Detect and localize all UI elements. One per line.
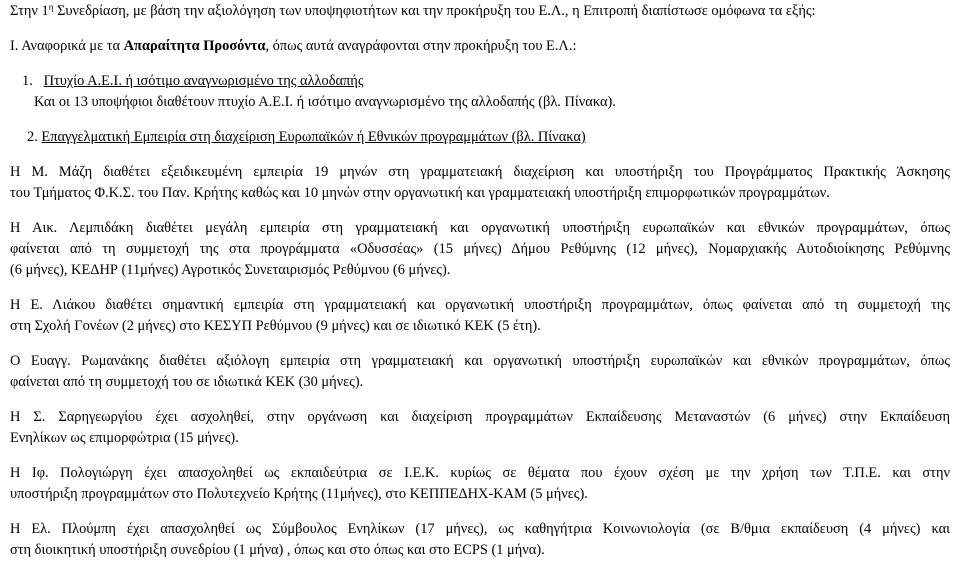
- section-heading: [10, 37, 576, 55]
- paragraph-5-line-1-text: Η Σ. Σαρηγεωργίου έχει ασχοληθεί, στην οργάνωση και διαχείριση προγραμμάτων Εκπαίδευσης Μεταναστών (6 μήνες) στην Εκπαίδευση: [10, 409, 950, 425]
- paragraph-2-line-2-text: φαίνεται από τη συμμετοχή της στα προγράμματα «Οδυσσέας» (15 μήνες) Δήμου Ρεθύμνης (12 μήνες), Νομαρχιακής Αυτοδιοίκησης Ρεθύμνης: [10, 241, 950, 257]
- paragraph-2-line-1-text: Η Αικ. Λεμπιδάκη διαθέτει μεγάλη εμπειρία στη γραμματειακή και οργανωτική υποστήριξη ευρωπαϊκών και εθνικών προγραμμάτων, όπως: [10, 220, 950, 236]
- item-2-number: 2.: [27, 129, 38, 145]
- paragraph-6-line-1: [10, 464, 950, 482]
- item-1-number: 1.: [22, 73, 33, 89]
- paragraph-2-line-1: [10, 219, 950, 237]
- item-2-title: Επαγγελματική Εμπειρία στη διαχείριση Ευρωπαϊκών ή Εθνικών προγραμμάτων (βλ. Πίνακα): [41, 129, 586, 145]
- item-1-text: Και οι 13 υποψήφιοι διαθέτουν πτυχίο Α.Ε.Ι. ή ισότιμο αναγνωρισμένο της αλλοδαπής (βλ. Πίνακα).: [34, 94, 616, 110]
- item-1-heading: [22, 72, 364, 90]
- paragraph-1-line-2: του Τμήματος Φ.Κ.Σ. του Παν. Κρήτης καθώς και 10 μηνών στην οργανωτική και γραμματειακή υποστήριξη επιμορφωτικών προγραμμάτων.: [10, 185, 830, 201]
- item-1-title: Πτυχίο Α.Ε.Ι. ή ισότιμο αναγνωρισμένο της αλλοδαπής: [43, 73, 364, 89]
- paragraph-4-line-2: φαίνεται από τη συμμετοχή του σε ιδιωτικά ΚΕΚ (30 μήνες).: [10, 374, 364, 390]
- paragraph-2-line-3: (6 μήνες), ΚΕΔΗΡ (11μήνες) Αγροτικός Συνεταιρισμός Ρεθύμνου (6 μήνες).: [10, 262, 451, 278]
- intro-text-end: Συνεδρίαση, με βάση την αξιολόγηση των υποψηφιοτήτων και την προκήρυξη του Ε.Λ., η Επιτροπή διαπίστωσε ομόφωνα τα εξής:: [53, 3, 816, 19]
- paragraph-7-line-2: στη διοικητική υποστήριξη συνεδρίου (1 μήνα) , όπως και στο όπως και στο ECPS (1 μήνα).: [10, 542, 545, 558]
- paragraph-7-line-1: [10, 520, 950, 538]
- intro-text-start: Στην 1: [10, 3, 49, 19]
- paragraph-1-line-1-text: Η Μ. Μάζη διαθέτει εξειδικευμένη εμπειρία 19 μηνών στη γραμματειακή διαχείριση και υποστήριξη του Προγράμματος Πρακτικής Άσκησης: [10, 164, 950, 180]
- section-heading-end: , όπως αυτά αναγράφονται στην προκήρυξη του Ε.Λ.:: [265, 38, 577, 54]
- intro-line: [10, 2, 816, 20]
- paragraph-4-line-1: [10, 352, 950, 370]
- intro-superscript: η: [48, 2, 54, 12]
- paragraph-7-line-1-text: Η Ελ. Πλούμπη έχει απασχοληθεί ως Σύμβουλος Ενηλίκων (17 μήνες), ως καθηγήτρια Κοινωνιολογία (σε Β/θμια εκπαίδευση (4 μήνες) και: [10, 521, 950, 537]
- paragraph-3-line-2: στη Σχολή Γονέων (2 μήνες) στο ΚΕΣΥΠ Ρεθύμνου (9 μήνες) και σε ιδιωτικό ΚΕΚ (5 έτη).: [10, 318, 541, 334]
- paragraph-1-line-1: [10, 163, 950, 181]
- paragraph-2-line-2: [10, 240, 950, 258]
- paragraph-4-line-1-text: Ο Ευαγγ. Ρωμανάκης διαθέτει αξιόλογη εμπειρία στη γραμματειακή και οργανωτική υποστήριξη ευρωπαϊκών και εθνικών προγραμμάτων, όπως: [10, 353, 950, 369]
- section-heading-bold: Απαραίτητα Προσόντα: [123, 38, 266, 54]
- paragraph-6-line-1-text: Η Ιφ. Πολογιώργη έχει απασχοληθεί ως εκπαιδεύτρια σε Ι.Ε.Κ. κυρίως σε θέματα που έχουν σχέση με την χρήση των Τ.Π.Ε. και στην: [10, 465, 950, 481]
- paragraph-6-line-2: υποστήριξη προγραμμάτων στο Πολυτεχνείο Κρήτης (11μήνες), στο ΚΕΠΠΕΔΗΧ-ΚΑΜ (5 μήνες).: [10, 486, 588, 502]
- paragraph-5-line-1: [10, 408, 950, 426]
- item-2-heading: [27, 128, 586, 146]
- paragraph-5-line-2: Ενηλίκων ως επιμορφώτρια (15 μήνες).: [10, 430, 239, 446]
- section-heading-start: Ι. Αναφορικά με τα: [10, 38, 124, 54]
- paragraph-3-line-1-text: Η Ε. Λιάκου διαθέτει σημαντική εμπειρία στη γραμματειακή και οργανωτική υποστήριξη προγραμμάτων, όπως φαίνεται από τη συμμετοχή της: [10, 297, 950, 313]
- paragraph-3-line-1: [10, 296, 950, 314]
